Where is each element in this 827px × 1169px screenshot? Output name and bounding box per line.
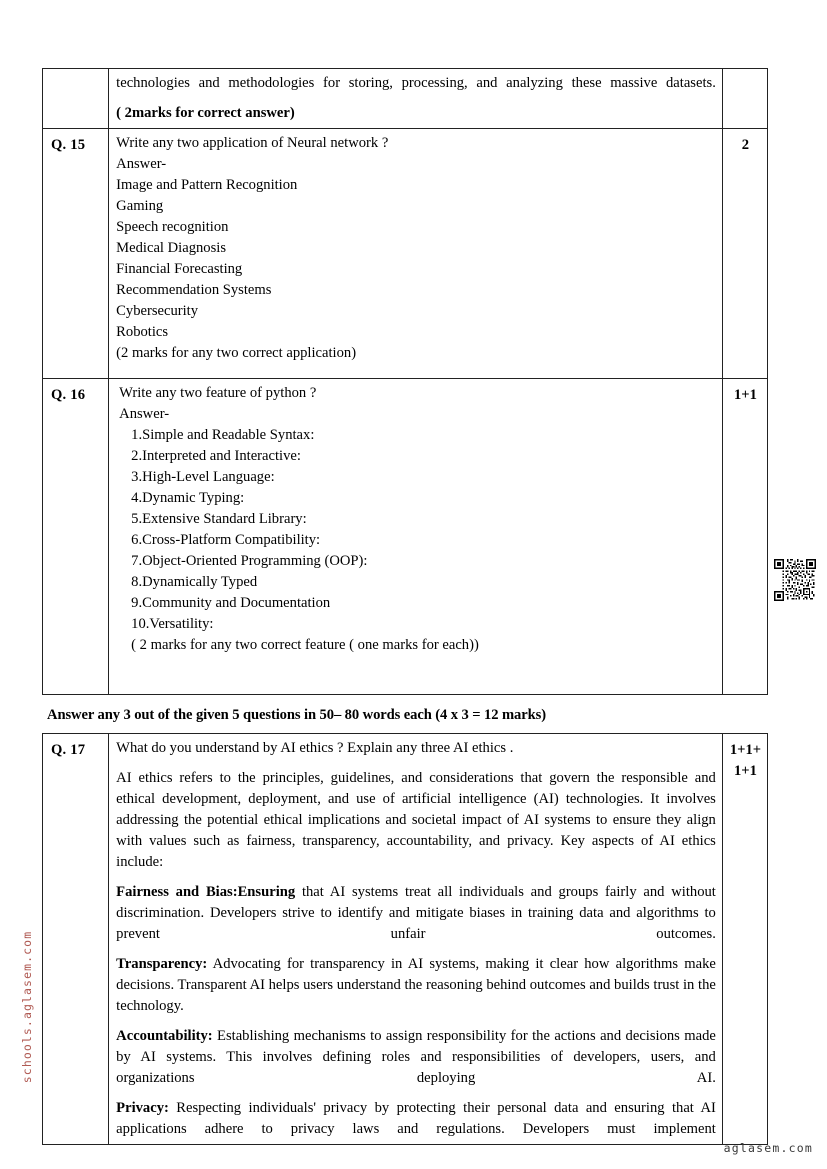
list-item: 5.Extensive Standard Library: (131, 511, 307, 527)
list-item: Gaming (116, 198, 164, 214)
marks-note: ( 2marks for correct answer) (116, 105, 295, 121)
answer-cell-q17 (109, 734, 723, 1145)
point-term: Accountability: (116, 1028, 213, 1044)
question-text-q15: Write any two application of Neural network ? (116, 135, 389, 151)
answer-cell-q16 (109, 379, 723, 695)
marks-cell-q16: 1+1 (722, 379, 767, 695)
ethics-point-transparency (116, 954, 716, 1017)
question-text-q16: Write any two feature of python ? (119, 385, 317, 401)
marks-line-1: 1+1+ (729, 742, 762, 758)
list-item: 8.Dynamically Typed (131, 574, 258, 590)
marks-line-2: 1+1 (733, 763, 757, 779)
point-text: Respecting individuals' privacy by protecting their personal data and ensuring that AI applications adhere to privacy laws and regulations. Developers must implement (116, 1100, 716, 1137)
brand-footer: aglasem.com (723, 1141, 813, 1155)
marks-cell-continued (722, 69, 767, 129)
side-watermark: schools.aglasem.com (20, 930, 34, 1084)
list-item: 10.Versatility: (131, 616, 214, 632)
point-text: Establishing mechanisms to assign responsibility for the actions and decisions made by AI systems. This involves defining roles and responsibilities of developers, users, and organizations deploying AI. (116, 1028, 716, 1086)
spacer (116, 364, 716, 374)
answer-cell-q15 (109, 129, 723, 379)
questions-table-q17 (42, 733, 768, 1145)
list-item: 2.Interpreted and Interactive: (131, 448, 301, 464)
questions-table-top (42, 68, 768, 695)
list-item: 6.Cross-Platform Compatibility: (131, 532, 321, 548)
answer-label-q16: Answer- (119, 406, 170, 422)
list-item: 9.Community and Documentation (131, 595, 331, 611)
question-number-q17: Q. 17 (43, 734, 109, 1145)
list-item: Cybersecurity (116, 303, 199, 319)
point-term: Transparency: (116, 956, 208, 972)
list-item: 4.Dynamic Typing: (131, 490, 245, 506)
marks-note: ( 2 marks for any two correct feature ( one marks for each)) (131, 637, 479, 653)
marks-note: (2 marks for any two correct application) (116, 345, 357, 361)
table-row (43, 69, 768, 129)
table-row (43, 129, 768, 379)
list-item: 3.High-Level Language: (131, 469, 275, 485)
question-text-q17: What do you understand by AI ethics ? Explain any three AI ethics . (116, 740, 514, 756)
list-item: 7.Object-Oriented Programming (OOP): (131, 553, 368, 569)
list-item: Speech recognition (116, 219, 229, 235)
point-term: Fairness and Bias:Ensuring (116, 884, 296, 900)
qr-code-icon (774, 559, 816, 601)
table-row (43, 379, 768, 695)
point-term: Privacy: (116, 1100, 169, 1116)
section-heading: Answer any 3 out of the given 5 questions in 50– 80 words each (4 x 3 = 12 marks) (47, 707, 546, 723)
intro-paragraph: AI ethics refers to the principles, guidelines, and considerations that govern the responsible and ethical development, deployment, and use of artificial intelligence (AI) technologies. It involves addressing the potential ethical implications and societal impact of AI systems to ensure they align with values such as fairness, transparency, accountability, and privacy. Key aspects of AI ethics include: (116, 770, 716, 870)
question-number-q16: Q. 16 (43, 379, 109, 695)
ethics-point-fairness (116, 882, 716, 945)
point-text: that AI systems treat all individuals and groups fairly and without discrimination. Developers strive to identify and mitigate biases in training data and algorithms to prevent unfair outcomes. (116, 884, 716, 942)
table-row (43, 734, 768, 1145)
question-number-continued (43, 69, 109, 129)
point-text: Advocating for transparency in AI systems, making it clear how algorithms make decisions. Transparent AI helps users understand the reasoning behind outcomes and builds trust in the technology. (116, 956, 716, 1014)
list-item: Image and Pattern Recognition (116, 177, 298, 193)
list-item: Robotics (116, 324, 169, 340)
list-item: Recommendation Systems (116, 282, 272, 298)
marks-cell-q15: 2 (722, 129, 767, 379)
ethics-point-accountability (116, 1026, 716, 1089)
answer-cell-continued (109, 69, 723, 129)
spacer (119, 656, 716, 690)
marks-cell-q17 (722, 734, 767, 1145)
answer-label-q15: Answer- (116, 156, 167, 172)
ethics-point-privacy (116, 1098, 716, 1140)
list-item: 1.Simple and Readable Syntax: (131, 427, 315, 443)
continued-paragraph: technologies and methodologies for storing, processing, and analyzing these massive datasets. (116, 75, 716, 91)
list-item: Medical Diagnosis (116, 240, 227, 256)
list-item: Financial Forecasting (116, 261, 243, 277)
question-number-q15: Q. 15 (43, 129, 109, 379)
